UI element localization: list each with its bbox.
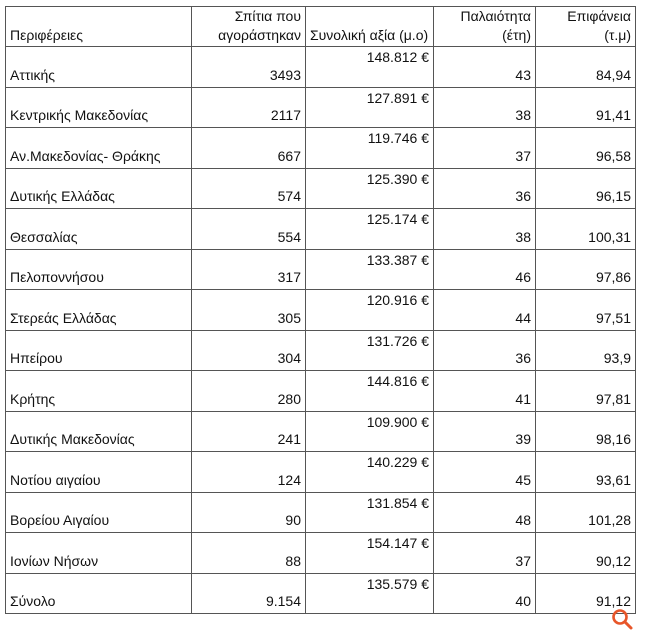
table-row — [6, 128, 636, 169]
cell-region: Πελοποννήσου — [6, 249, 192, 290]
cell-region: Βορείου Αιγαίου — [6, 492, 192, 533]
cell-region: Νοτίου αιγαίου — [6, 452, 192, 493]
cell-value: 125.174 € — [306, 209, 434, 250]
cell-area: 97,81 — [536, 371, 636, 412]
cell-houses: 305 — [192, 290, 306, 331]
cell-houses: 554 — [192, 209, 306, 250]
cell-age: 48 — [434, 492, 536, 533]
table-row — [6, 452, 636, 493]
cell-value: 140.229 € — [306, 452, 434, 493]
cell-houses: 574 — [192, 168, 306, 209]
table-row — [6, 47, 636, 88]
cell-houses: 3493 — [192, 47, 306, 88]
table-row — [6, 168, 636, 209]
header-value: Συνολική αξία (μ.ο) — [306, 7, 434, 47]
cell-houses: 2117 — [192, 87, 306, 128]
header-region: Περιφέρειες — [6, 7, 192, 47]
cell-houses: 304 — [192, 330, 306, 371]
cell-area: 91,41 — [536, 87, 636, 128]
cell-age: 43 — [434, 47, 536, 88]
cell-value: 131.726 € — [306, 330, 434, 371]
cell-houses: 124 — [192, 452, 306, 493]
cell-region: Ηπείρου — [6, 330, 192, 371]
cell-age: 45 — [434, 452, 536, 493]
header-area: Επιφάνεια (τ.μ) — [536, 7, 636, 47]
cell-value: 135.579 € — [306, 573, 434, 614]
cell-area: 84,94 — [536, 47, 636, 88]
cell-houses: 317 — [192, 249, 306, 290]
header-houses: Σπίτια που αγοράστηκαν — [192, 7, 306, 47]
cell-age: 39 — [434, 411, 536, 452]
cell-houses: 9.154 — [192, 573, 306, 614]
cell-region: Κρήτης — [6, 371, 192, 412]
cell-region: Θεσσαλίας — [6, 209, 192, 250]
cell-area: 93,9 — [536, 330, 636, 371]
cell-area: 100,31 — [536, 209, 636, 250]
cell-area: 96,15 — [536, 168, 636, 209]
cell-age: 37 — [434, 128, 536, 169]
cell-value: 131.854 € — [306, 492, 434, 533]
cell-region: Στερεάς Ελλάδας — [6, 290, 192, 331]
cell-region: Δυτικής Μακεδονίας — [6, 411, 192, 452]
table-row — [6, 573, 636, 614]
cell-area: 97,51 — [536, 290, 636, 331]
cell-area: 93,61 — [536, 452, 636, 493]
cell-houses: 280 — [192, 371, 306, 412]
cell-houses: 667 — [192, 128, 306, 169]
cell-houses: 241 — [192, 411, 306, 452]
cell-region: Ιονίων Νήσων — [6, 533, 192, 574]
header-age: Παλαιότητα (έτη) — [434, 7, 536, 47]
cell-region: Αττικής — [6, 47, 192, 88]
cell-area: 96,58 — [536, 128, 636, 169]
cell-value: 125.390 € — [306, 168, 434, 209]
cell-age: 44 — [434, 290, 536, 331]
table-row — [6, 330, 636, 371]
cell-value: 144.816 € — [306, 371, 434, 412]
cell-value: 133.387 € — [306, 249, 434, 290]
cell-age: 36 — [434, 168, 536, 209]
table-row — [6, 87, 636, 128]
cell-region: Δυτικής Ελλάδας — [6, 168, 192, 209]
cell-value: 127.891 € — [306, 87, 434, 128]
cell-area: 98,16 — [536, 411, 636, 452]
table-row — [6, 492, 636, 533]
cell-region: Αν.Μακεδονίας- Θράκης — [6, 128, 192, 169]
table-row — [6, 533, 636, 574]
header-row — [6, 7, 636, 47]
cell-value: 109.900 € — [306, 411, 434, 452]
cell-age: 40 — [434, 573, 536, 614]
table-row — [6, 290, 636, 331]
cell-age: 38 — [434, 209, 536, 250]
cell-region: Σύνολο — [6, 573, 192, 614]
table-row — [6, 249, 636, 290]
table-row — [6, 371, 636, 412]
cell-area: 91,12 — [536, 573, 636, 614]
cell-area: 90,12 — [536, 533, 636, 574]
housing-data-table — [5, 6, 636, 614]
table-row — [6, 411, 636, 452]
cell-area: 101,28 — [536, 492, 636, 533]
cell-age: 36 — [434, 330, 536, 371]
table-row — [6, 209, 636, 250]
cell-houses: 90 — [192, 492, 306, 533]
cell-area: 97,86 — [536, 249, 636, 290]
cell-value: 148.812 € — [306, 47, 434, 88]
cell-value: 120.916 € — [306, 290, 434, 331]
cell-age: 37 — [434, 533, 536, 574]
cell-houses: 88 — [192, 533, 306, 574]
cell-value: 154.147 € — [306, 533, 434, 574]
cell-age: 38 — [434, 87, 536, 128]
cell-age: 46 — [434, 249, 536, 290]
cell-age: 41 — [434, 371, 536, 412]
cell-value: 119.746 € — [306, 128, 434, 169]
cell-region: Κεντρικής Μακεδονίας — [6, 87, 192, 128]
magnifier-logo-icon — [610, 607, 634, 631]
